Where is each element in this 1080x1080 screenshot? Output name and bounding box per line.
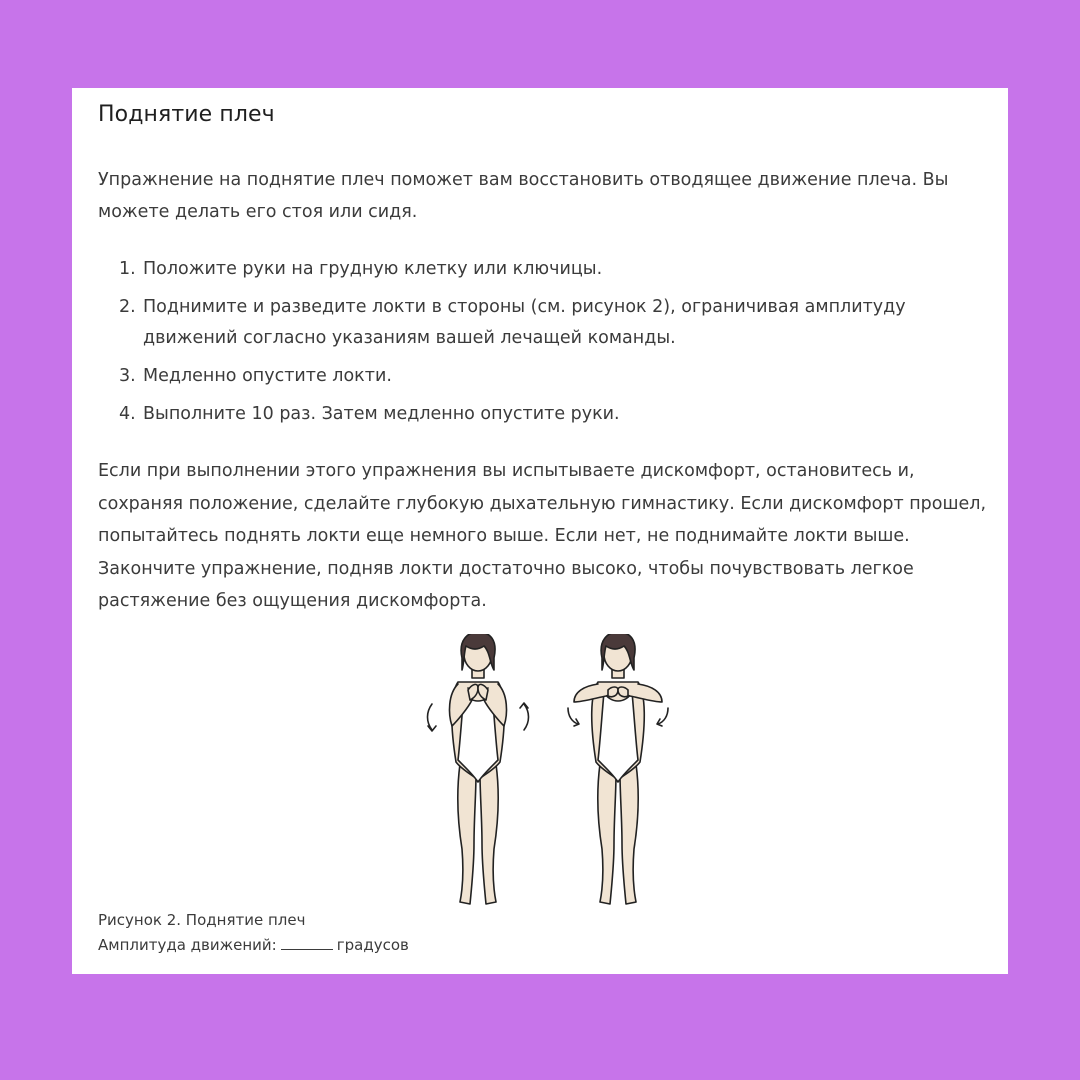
step-text: Медленно опустите локти. bbox=[143, 366, 392, 386]
step-number: 1. bbox=[119, 259, 136, 279]
figure-start-position bbox=[428, 634, 529, 904]
body-paragraph: Если при выполнении этого упражнения вы испытываете дискомфорт, остановитесь и, сохраняя положение, сделайте глубокую дыхательную гимнастику. Если дискомфорт прошел, попытайтесь поднять локти еще немного выше. Если нет, не поднимайте локти выше. Закончите упражнение, подняв локти достаточно высоко, чтобы почувствовать легкое растяжение без ощущения дискомфорта. bbox=[98, 461, 987, 611]
figure-caption bbox=[98, 908, 409, 958]
amplitude-label: Амплитуда движений: bbox=[98, 936, 277, 954]
amplitude-blank bbox=[281, 937, 333, 950]
intro-paragraph: Упражнение на поднятие плеч поможет вам восстановить отводящее движение плеча. Вы можете делать его стоя или сидя. bbox=[98, 170, 949, 222]
steps-list bbox=[98, 254, 978, 437]
amplitude-line bbox=[98, 933, 409, 958]
figure-label: Рисунок 2. Поднятие плеч bbox=[98, 911, 306, 929]
step-number: 2. bbox=[119, 297, 136, 317]
list-item bbox=[98, 254, 978, 285]
document-card bbox=[72, 88, 1008, 974]
step-number: 4. bbox=[119, 404, 136, 424]
amplitude-unit: градусов bbox=[336, 936, 409, 954]
page-title: Поднятие плеч bbox=[98, 102, 275, 127]
list-item bbox=[98, 292, 978, 354]
step-text: Выполните 10 раз. Затем медленно опустите руки. bbox=[143, 404, 620, 424]
figure-raised-elbows bbox=[568, 634, 668, 904]
step-text: Поднимите и разведите локти в стороны (см. рисунок 2), ограничивая амплитуду движений согласно указаниям вашей лечащей команды. bbox=[143, 297, 906, 348]
exercise-illustration bbox=[412, 634, 682, 910]
list-item bbox=[98, 399, 978, 430]
list-item bbox=[98, 361, 978, 392]
step-text: Положите руки на грудную клетку или ключицы. bbox=[143, 259, 603, 279]
step-number: 3. bbox=[119, 366, 136, 386]
